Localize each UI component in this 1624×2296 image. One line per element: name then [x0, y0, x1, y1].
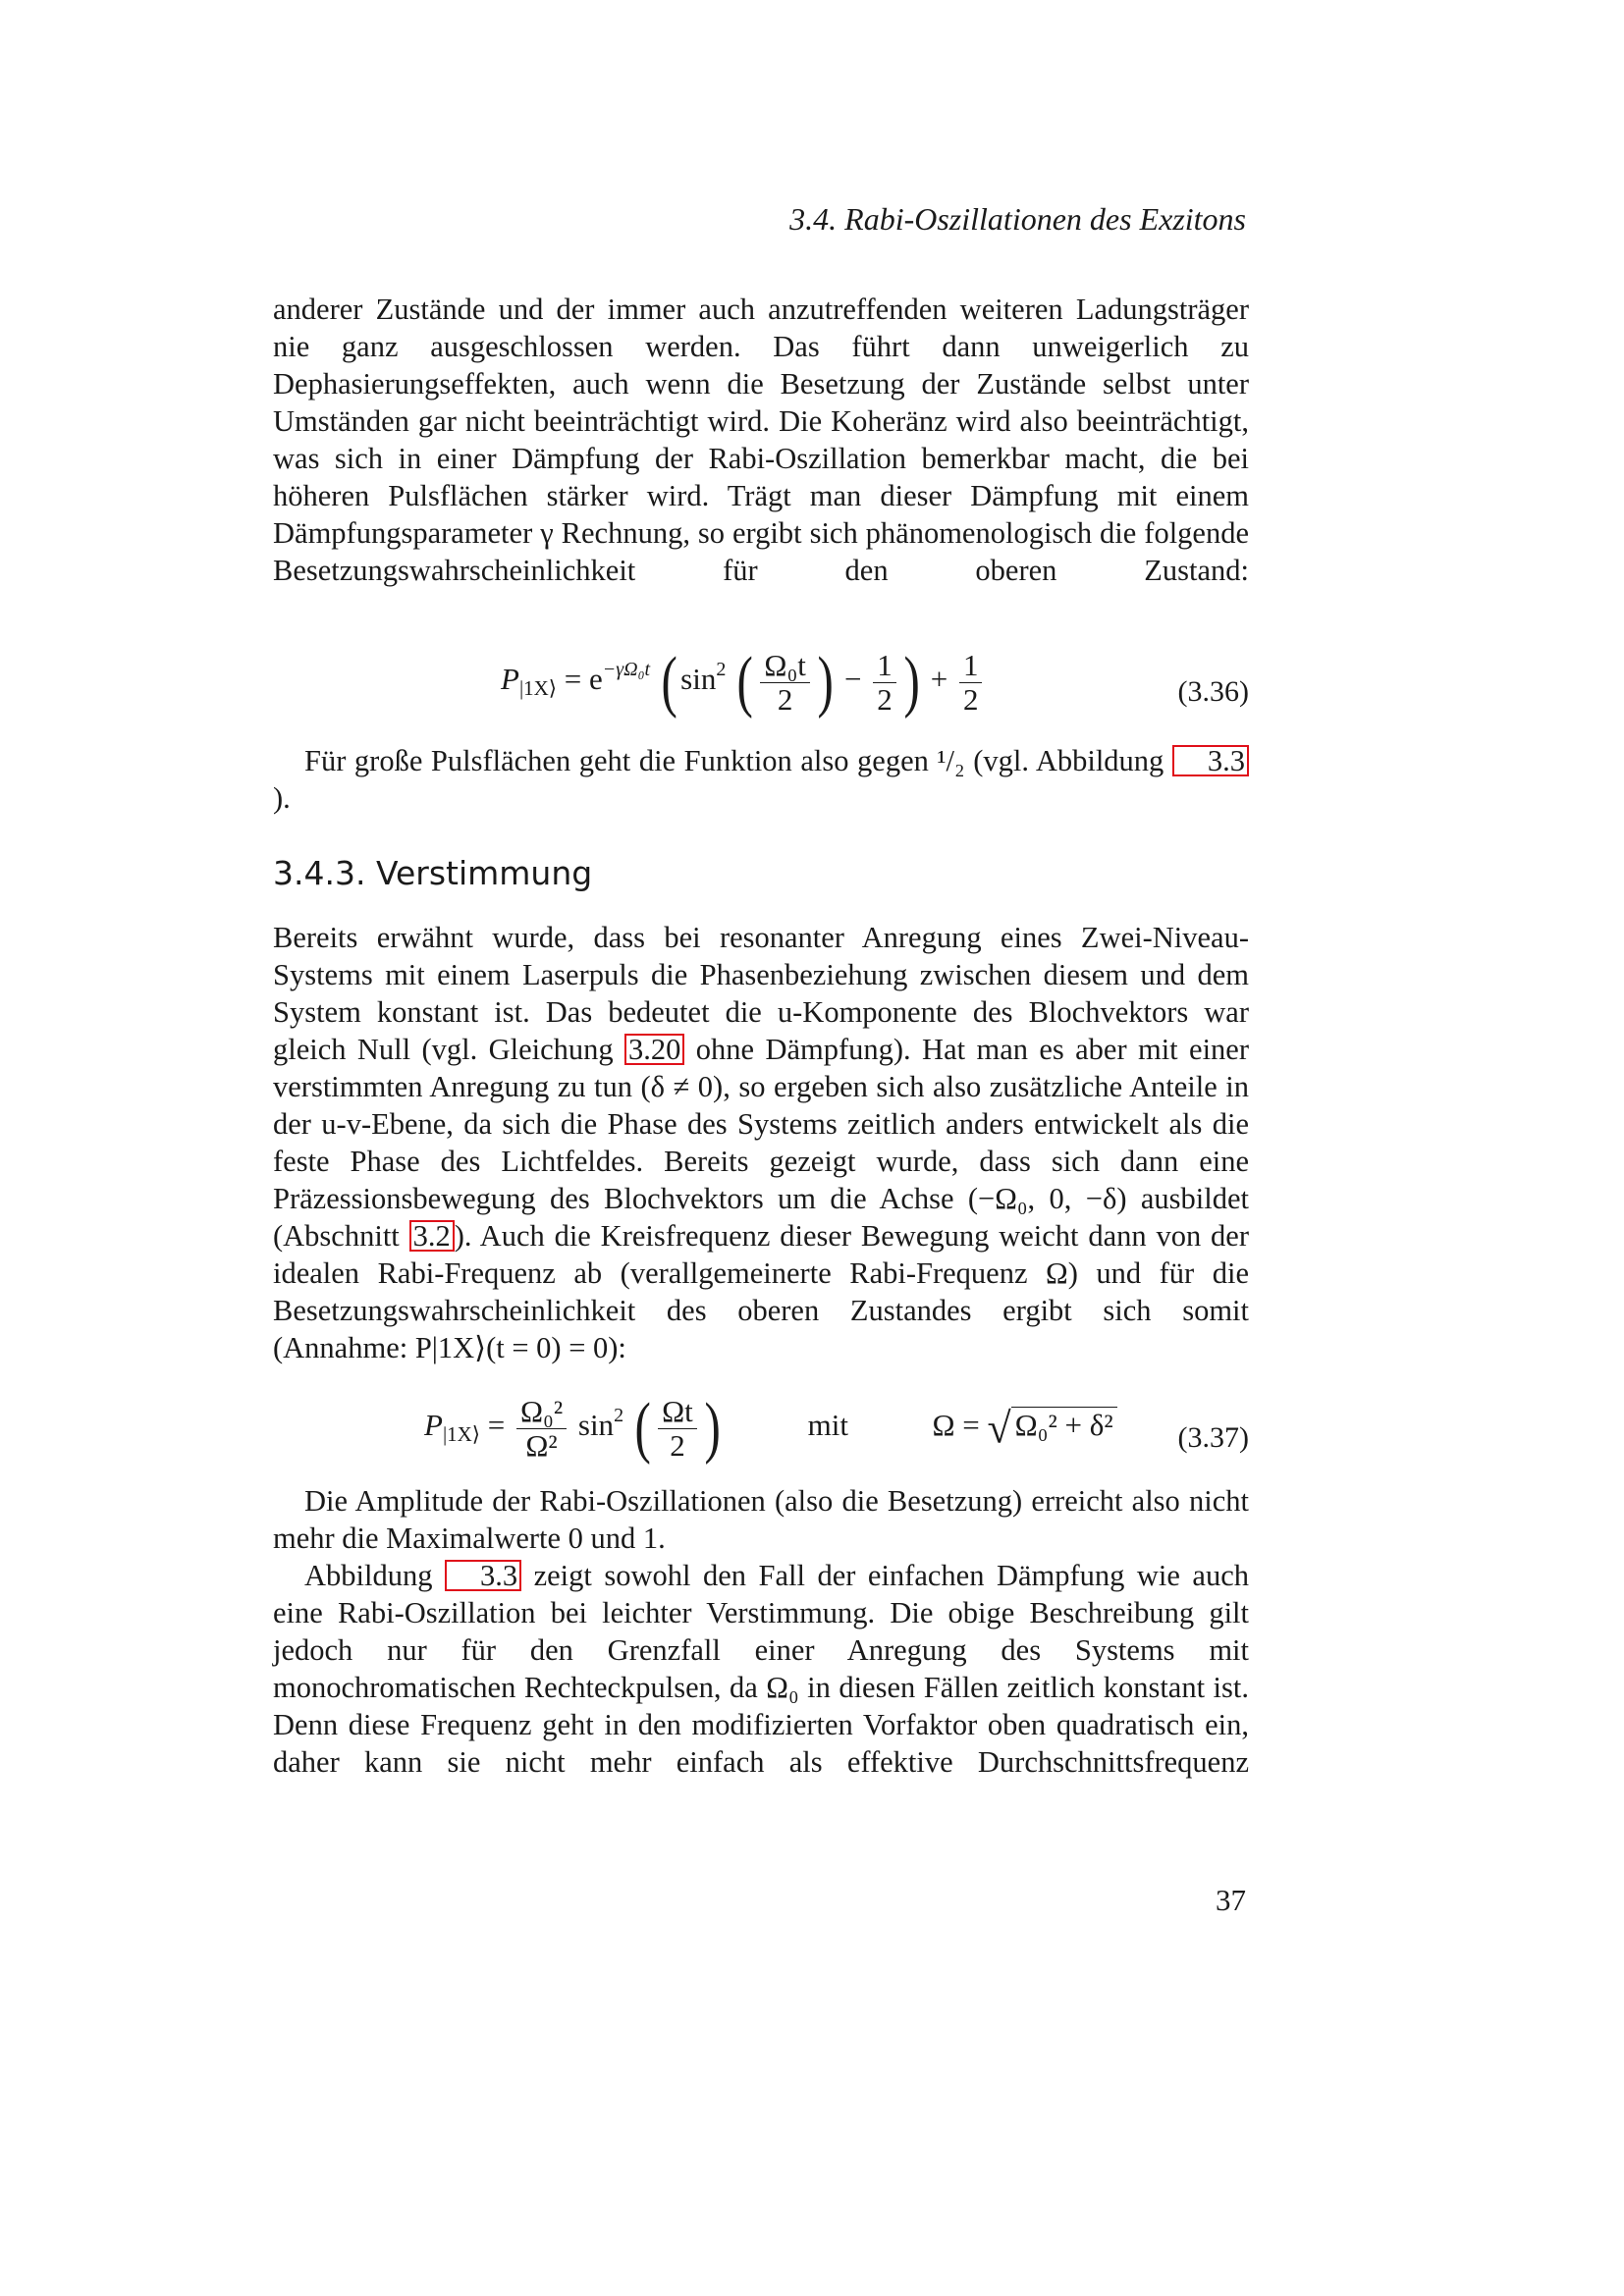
paragraph-detuning [273, 919, 1249, 1366]
equation-3-36 [273, 644, 1249, 736]
figure-reference-link[interactable]: 3.3 [1172, 745, 1249, 776]
paragraph-figure [273, 1557, 1249, 1781]
figure-reference-link[interactable]: 3.3 [445, 1560, 521, 1591]
equation-body: $P_{|1X⟩}$ = $\frac{\text{Ω₀²}}{\text{Ω²}}$ $\sin^2$ ( $\frac{\Omega t}{2}$ ) mit Ω = √ Ω₀² + δ² [424, 1394, 1117, 1463]
body-text: Für große Pulsflächen geht die Funktion also gegen ¹/₂ (vgl. Abbildung 3.3). [273, 742, 1249, 817]
body-text: anderer Zustände und der immer auch anzutreffenden weiteren Ladungsträger nie ganz ausgeschlossen werden. Das führt dann unweigerlich zu Dephasierungseffekten, auch wenn die Besetzung der Zustände selbst unter Umständen gar nicht beeinträchtigt wird. Die Koheränz wird also beeinträchtigt, was sich in einer Dämpfung der Rabi-Oszillation bemerkbar macht, die bei höheren Pulsflächen stärker wird. Trägt man dieser Dämpfung mit einem Dämpfungsparameter γ Rechnung, so ergibt sich phänomenologisch die folgende Besetzungswahrscheinlichkeit für den oberen Zustand: [273, 293, 1249, 587]
paragraph-dampening [273, 291, 1249, 589]
running-head: 3.4. Rabi-Oszillationen des Exzitons [789, 201, 1246, 237]
paragraph-amplitude [273, 1482, 1249, 1557]
body-text: Abbildung 3.3 zeigt sowohl den Fall der einfachen Dämpfung wie auch eine Rabi-Oszillation bei leichter Verstimmung. Die obige Beschreibung gilt jedoch nur für den Grenzfall einer Anregung des Systems mit monochromatischen Rechteckpulsen, da Ω₀ in diesen Fällen zeitlich konstant ist. Denn diese Frequenz geht in den modifizierten Vorfaktor oben quadratisch ein, daher kann sie nicht mehr einfach als effektive Durchschnittsfrequenz [273, 1559, 1249, 1779]
equation-body: $P_{|1X⟩} = e^{-\gamma\Omega_0t}$ ( $\sin^2$ ( $\frac{\text{Ω₀t}}{2}$ ) − $\frac{1}{2}$ ) + $\frac{1}{2}$ [501, 648, 986, 717]
equation-number: (3.36) [1177, 675, 1249, 708]
body-text: Die Amplitude der Rabi-Oszillationen (also die Besetzung) erreicht also nicht mehr die Maximalwerte 0 und 1. [273, 1484, 1249, 1555]
equation-3-37 [273, 1390, 1249, 1482]
equation-number: (3.37) [1177, 1421, 1249, 1454]
section-heading: 3.4.3. Verstimmung [273, 854, 593, 892]
section-reference-link[interactable]: 3.2 [409, 1220, 455, 1252]
paragraph-large-pulse [273, 742, 1249, 817]
equation-reference-link[interactable]: 3.20 [624, 1034, 684, 1065]
page-number: 37 [1216, 1883, 1246, 1917]
body-text: Bereits erwähnt wurde, dass bei resonanter Anregung eines Zwei-Niveau-Systems mit einem Laserpuls die Phasenbeziehung zwischen diesem und dem System konstant ist. Das bedeutet die u-Komponente des Blochvektors war gleich Null (vgl. Gleichung 3.20 ohne Dämpfung). Hat man es aber mit einer verstimmten Anregung zu tun (δ ≠ 0), so ergeben sich also zusätzliche Anteile in der u-v-Ebene, da sich die Phase des Systems zeitlich anders entwickelt als die feste Phase des Lichtfeldes. Bereits gezeigt wurde, dass sich dann eine Präzessionsbewegung des Blochvektors um die Achse (−Ω₀, 0, −δ) ausbildet (Abschnitt 3.2 ). Auch die Kreisfrequenz dieser Bewegung weicht dann von der idealen Rabi-Frequenz ab (verallgemeinerte Rabi-Frequenz Ω) und für die Besetzungswahrscheinlichkeit des oberen Zustandes ergibt sich somit (Annahme: P|1X⟩(t = 0) = 0): [273, 921, 1249, 1364]
